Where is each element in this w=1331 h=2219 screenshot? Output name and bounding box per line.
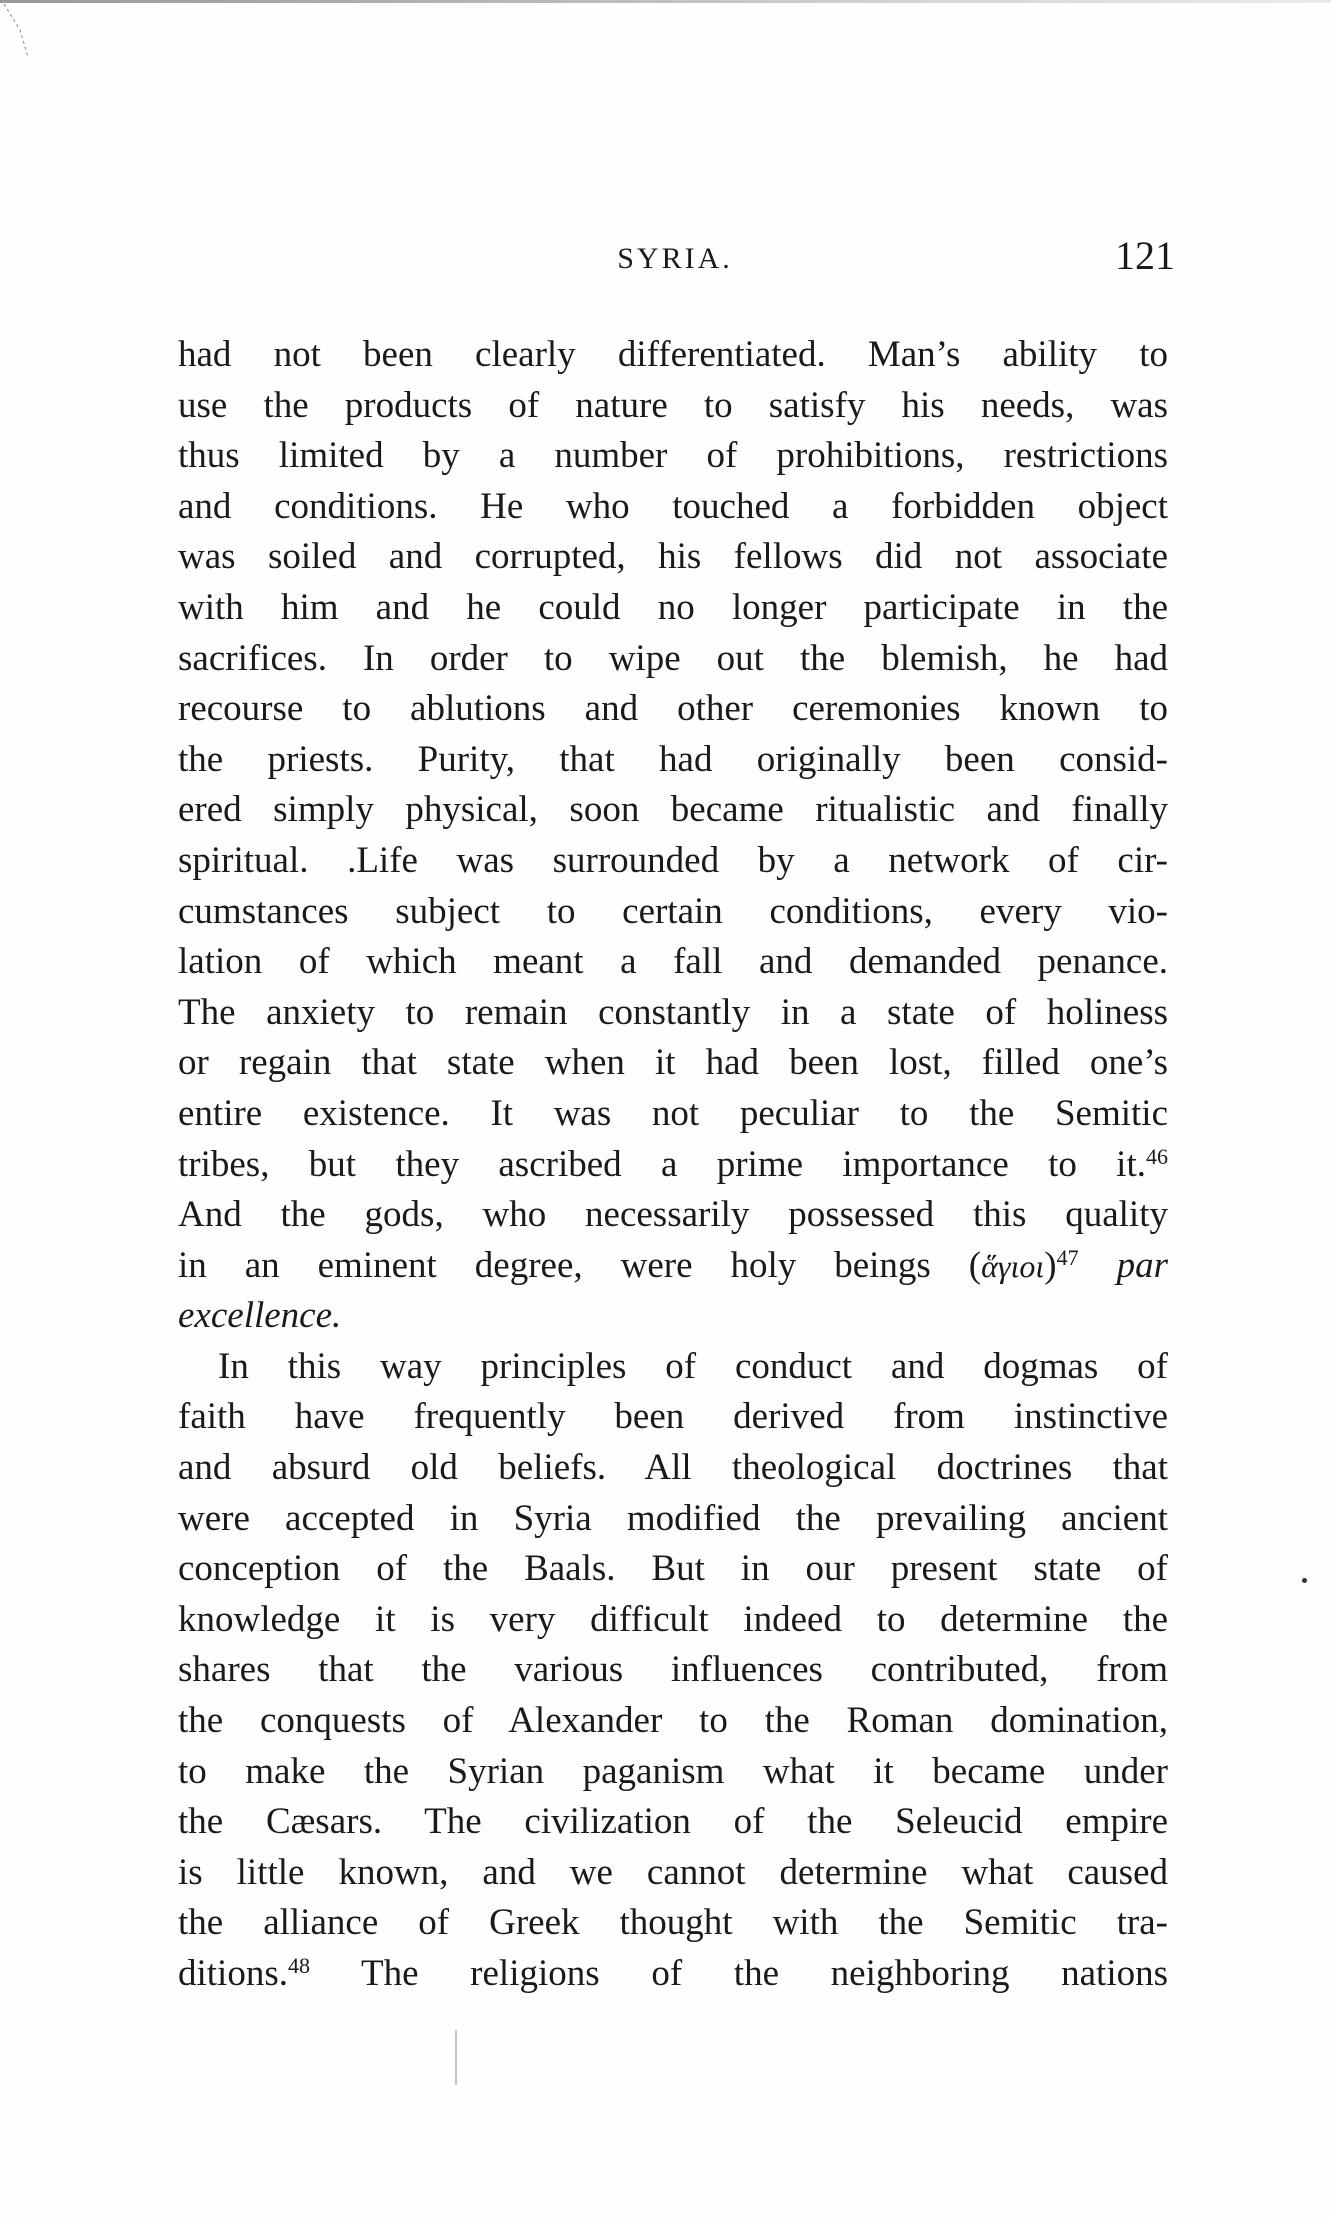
text-line: the conquests of Alexander to the Roman domination, — [178, 1700, 1168, 1742]
text-line-content: tribes, but they ascribed a prime importance to it. — [178, 1143, 1146, 1185]
text-line: recourse to ablutions and other ceremonies known to — [178, 688, 1168, 730]
text-line: was soiled and corrupted, his fellows did not associate — [178, 536, 1168, 578]
text-line: or regain that state when it had been lost, filled one’s — [178, 1042, 1168, 1084]
text-line — [178, 1241, 1168, 1292]
text-line: the Cæsars. The civilization of the Seleucid empire — [178, 1801, 1168, 1843]
text-line: to make the Syrian paganism what it became under — [178, 1750, 1168, 1792]
text-line: is little known, and we cannot determine what caused — [178, 1851, 1168, 1893]
text-line-content: ditions. — [178, 1953, 288, 1994]
text-line: the alliance of Greek thought with the Semitic tra- — [178, 1902, 1168, 1944]
text-line-content: The religions of the neighboring nations — [310, 1953, 1168, 1994]
close-paren: ) — [1044, 1244, 1057, 1286]
running-title: SYRIA. — [617, 242, 733, 275]
footnote-ref-46: 46 — [1146, 1143, 1168, 1169]
page-number: 121 — [1115, 233, 1175, 278]
text-line: and conditions. He who touched a forbidden object — [178, 485, 1168, 527]
italic-phrase: par — [1116, 1244, 1168, 1286]
text-line: sacrifices. In order to wipe out the blemish, he had — [178, 637, 1168, 679]
paragraph-1 — [178, 330, 1168, 1342]
footnote-ref-47: 47 — [1056, 1244, 1079, 1270]
text-line: spiritual. .Life was surrounded by a network of cir- — [178, 839, 1168, 881]
text-line: conception of the Baals. But in our present state of — [178, 1548, 1168, 1590]
text-line: thus limited by a number of prohibitions, restrictions — [178, 435, 1168, 477]
text-line — [178, 1140, 1168, 1191]
body-text — [178, 330, 1168, 2000]
margin-speck — [1302, 1578, 1307, 1583]
text-line: The anxiety to remain constantly in a state of holiness — [178, 991, 1168, 1033]
text-line: had not been clearly differentiated. Man’s ability to — [178, 334, 1168, 375]
text-line: shares that the various influences contributed, from — [178, 1649, 1168, 1691]
text-line: the priests. Purity, that had originally been consid- — [178, 738, 1168, 780]
running-head — [175, 232, 1175, 292]
text-line: knowledge it is very difficult indeed to determine the — [178, 1598, 1168, 1640]
scan-top-edge — [0, 0, 1331, 3]
scan-corner-mark — [2, 2, 42, 82]
text-line: In this way principles of conduct and dogmas of — [218, 1345, 1168, 1387]
text-line: use the products of nature to satisfy his needs, was — [178, 384, 1168, 426]
text-line — [178, 1291, 1168, 1342]
text-line-content: in an eminent degree, were holy beings ( — [178, 1244, 982, 1286]
text-line: cumstances subject to certain conditions, every vio- — [178, 890, 1168, 932]
text-line: ered simply physical, soon became ritualistic and finally — [178, 789, 1168, 831]
text-line: and absurd old beliefs. All theological doctrines that — [178, 1447, 1168, 1489]
footnote-ref-48: 48 — [288, 1953, 310, 1978]
italic-phrase: excellence. — [178, 1295, 342, 1337]
scan-stray-mark — [455, 2030, 457, 2085]
text-line: lation of which meant a fall and demanded penance. — [178, 941, 1168, 983]
text-line: were accepted in Syria modified the prevailing ancient — [178, 1497, 1168, 1539]
text-line: And the gods, who necessarily possessed this quality — [178, 1194, 1168, 1236]
text-line: faith have frequently been derived from instinctive — [178, 1396, 1168, 1438]
paragraph-2 — [178, 1342, 1168, 2000]
text-line: with him and he could no longer participate in the — [178, 586, 1168, 628]
greek-word: ἅγιοι — [981, 1247, 1045, 1284]
text-line: entire existence. It was not peculiar to the Semitic — [178, 1092, 1168, 1134]
text-line — [178, 1949, 1168, 2000]
